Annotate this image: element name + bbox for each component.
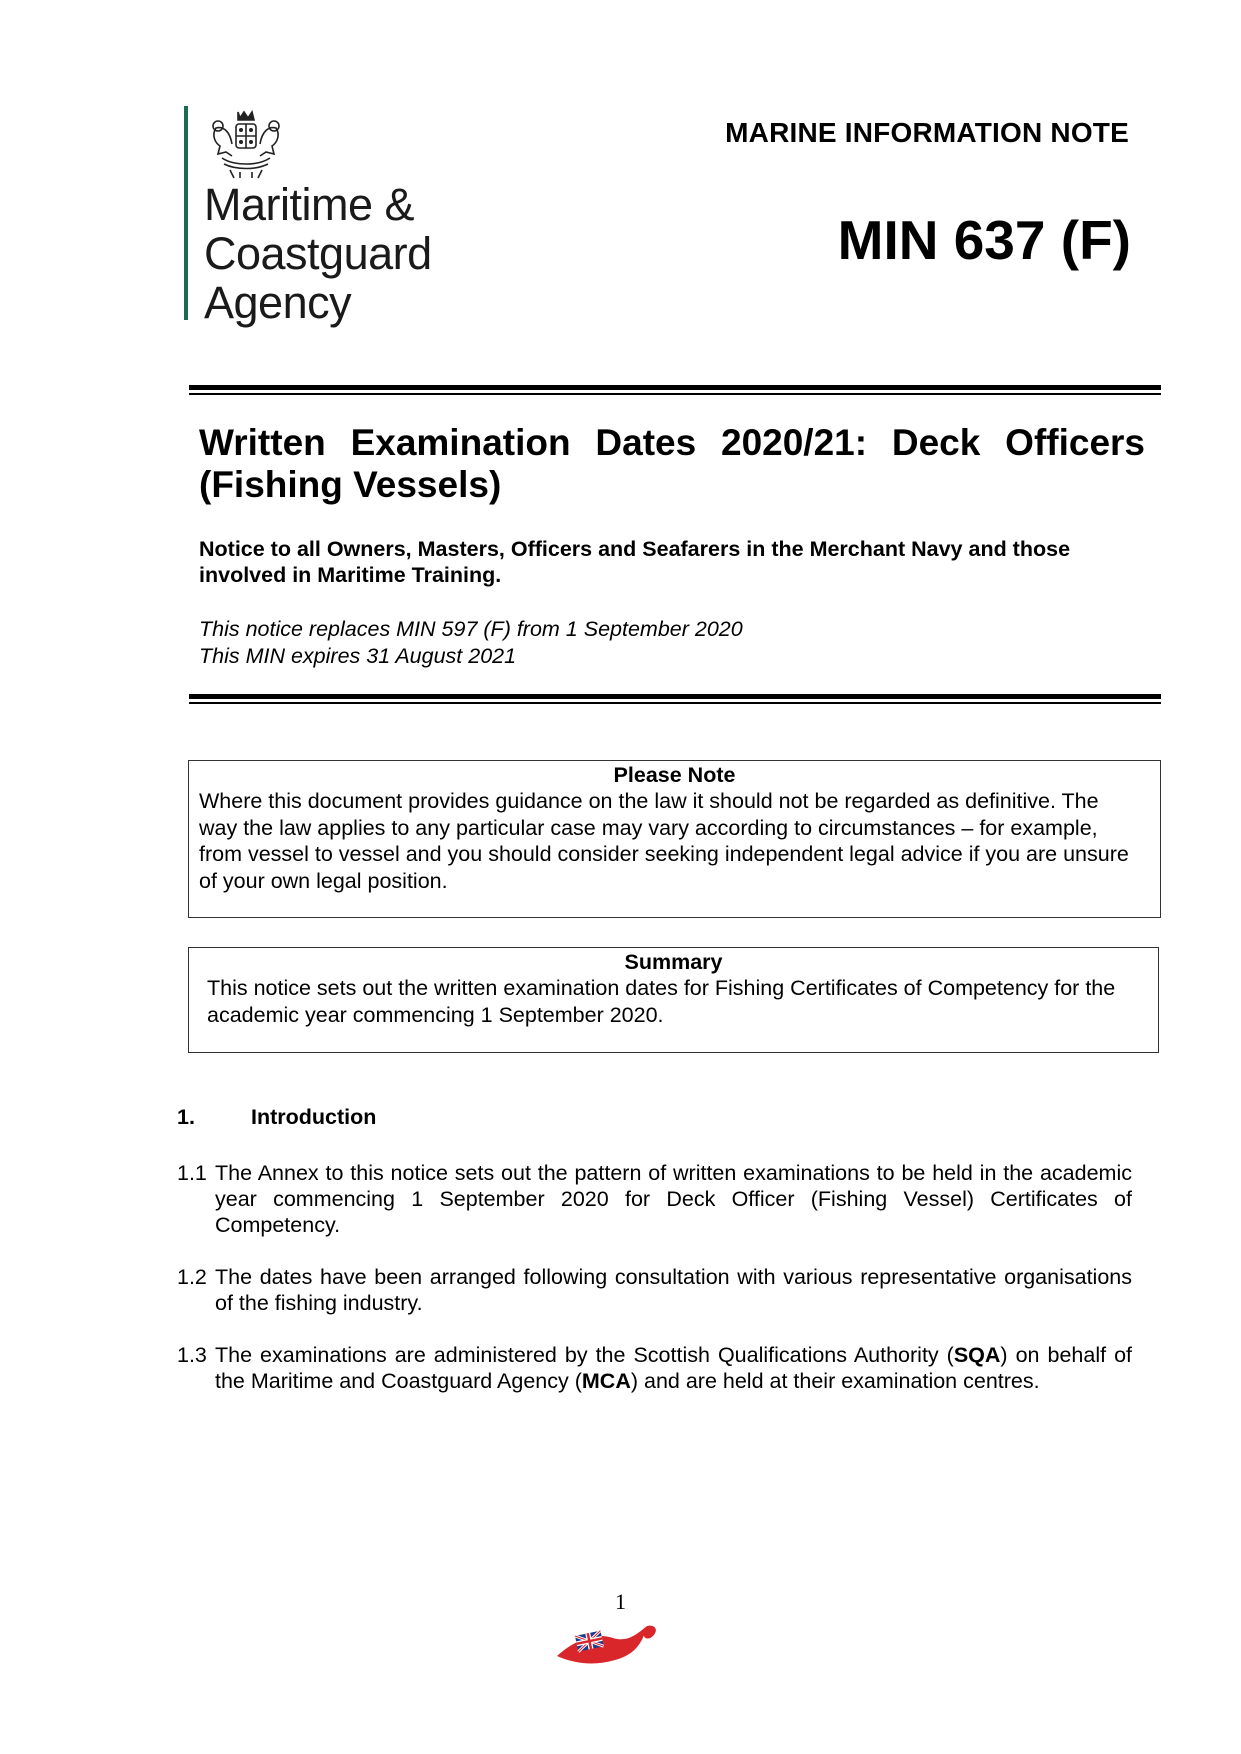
title-line: Written Examination Dates 2020/21: Deck Officers <box>199 422 1145 463</box>
paragraph <box>177 1342 1132 1394</box>
summary-heading: Summary <box>624 950 723 974</box>
agency-name-line: Agency <box>204 277 352 328</box>
royal-crest-icon <box>204 108 288 180</box>
text-run: ) and are held at their examination centres. <box>630 1369 1040 1393</box>
sqa-abbreviation: SQA <box>953 1343 1001 1367</box>
paragraph <box>177 1264 1132 1316</box>
text-run: ) on behalf of the Maritime and Coastguard Agency ( <box>215 1343 1132 1393</box>
section-number: 1. <box>177 1105 195 1129</box>
summary-box <box>188 947 1159 1053</box>
paragraph-number: 1.1 <box>177 1161 207 1185</box>
logo-bar <box>184 106 188 320</box>
agency-name-line: Coastguard <box>204 228 432 279</box>
paragraph-number: 1.3 <box>177 1343 207 1367</box>
paragraph-text <box>177 1342 1132 1394</box>
replaces-line: This notice replaces MIN 597 (F) from 1 September 2020 <box>199 617 743 641</box>
please-note-heading: Please Note <box>613 763 736 787</box>
paragraph <box>177 1160 1132 1238</box>
agency-name <box>204 180 432 327</box>
page-number: 1 <box>615 1589 626 1614</box>
mca-logo <box>184 106 474 326</box>
replacement-notice <box>199 616 743 670</box>
note-type: MARINE INFORMATION NOTE <box>725 117 1129 148</box>
summary-body: This notice sets out the written examination dates for Fishing Certificates of Competency for the academic year commencing 1 September 2020. <box>207 976 1116 1027</box>
red-ensign-icon <box>555 1620 661 1666</box>
audience-notice: Notice to all Owners, Masters, Officers and Seafarers in the Merchant Navy and those involved in Maritime Training. <box>199 537 1071 587</box>
please-note-body: Where this document provides guidance on the law it should not be regarded as definitive. The way the law applies to any particular case may vary according to circumstances – for example, from vessel to vessel and you should consider seeking independent legal advice if you are unsure of your own legal position. <box>199 789 1129 893</box>
note-number: MIN 637 (F) <box>837 209 1131 271</box>
please-note-box <box>188 760 1161 918</box>
agency-name-line: Maritime & <box>204 179 415 230</box>
document-title <box>199 422 1145 506</box>
top-divider <box>189 385 1161 395</box>
section-title: Introduction <box>251 1105 377 1129</box>
section-heading <box>177 1105 376 1130</box>
text-run: The examinations are administered by the Scottish Qualifications Authority ( <box>215 1343 954 1367</box>
bottom-divider <box>189 694 1161 704</box>
paragraph-number: 1.2 <box>177 1265 207 1289</box>
paragraph-text: The Annex to this notice sets out the pattern of written examinations to be held in the academic year commencing 1 September 2020 for Deck Officer (Fishing Vessel) Certificates of Competency. <box>215 1161 1132 1237</box>
title-line: (Fishing Vessels) <box>199 464 502 505</box>
expires-line: This MIN expires 31 August 2021 <box>199 644 517 668</box>
paragraph-text: The dates have been arranged following consultation with various representative organisations of the fishing industry. <box>215 1265 1132 1315</box>
mca-abbreviation: MCA <box>581 1369 631 1393</box>
